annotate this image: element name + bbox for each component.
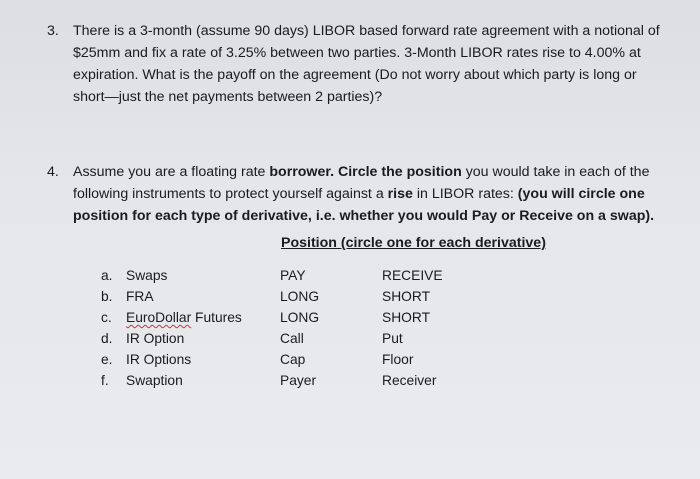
option-2: SHORT — [382, 310, 431, 325]
bold-text: (you will circle one — [517, 186, 645, 202]
option-2: RECEIVE — [382, 268, 443, 283]
text-line: There is a 3-month (assume 90 days) LIBOR based forward rate agreement with a notional of — [73, 23, 660, 39]
text-segment: in LIBOR rates: — [412, 186, 518, 202]
option-1: LONG — [280, 289, 320, 304]
option-2: Receiver — [382, 373, 437, 388]
text-line — [73, 205, 673, 227]
question-text — [73, 161, 673, 227]
position-header: Position (circle one for each derivative) — [281, 235, 546, 251]
option-1: PAY — [280, 268, 306, 283]
option-1: Payer — [280, 373, 317, 388]
item-name: Swaps — [126, 268, 168, 283]
item-letter: e. — [101, 352, 113, 367]
option-1: LONG — [280, 310, 320, 325]
item-name: IR Options — [126, 352, 192, 367]
option-2: Put — [382, 331, 403, 346]
item-name: IR Option — [126, 331, 185, 346]
option-2: Floor — [382, 352, 414, 367]
bold-text: rise — [387, 186, 413, 202]
option-1: Call — [280, 331, 304, 346]
question-number: 4. — [47, 164, 59, 180]
bold-text: Circle the position — [337, 164, 462, 180]
spellcheck-underlined-word: EuroDollar — [126, 310, 192, 325]
item-letter: c. — [101, 310, 112, 325]
item-letter: d. — [101, 331, 113, 346]
text-line — [73, 161, 673, 183]
text-line: expiration. What is the payoff on the agreement (Do not worry about which party is long or — [73, 67, 637, 83]
text-segment: following instruments to protect yourself against a — [73, 186, 388, 202]
bold-text: position for each type of derivative, i.e. whether you would Pay or Receive on a swap). — [73, 208, 655, 224]
bold-text: borrower. — [269, 164, 335, 180]
item-name: FRA — [126, 289, 154, 304]
option-2: SHORT — [382, 289, 431, 304]
item-letter: f. — [101, 373, 109, 388]
item-letter: b. — [101, 289, 113, 304]
item-name — [126, 310, 242, 325]
text-line: $25mm and fix a rate of 3.25% between two parties. 3-Month LIBOR rates rise to 4.00% at — [73, 45, 641, 61]
text-segment: Assume you are a floating rate — [73, 164, 270, 180]
text-line: short—just the net payments between 2 parties)? — [73, 89, 383, 105]
text-segment: Futures — [191, 310, 242, 325]
text-line — [73, 183, 673, 205]
question-number: 3. — [47, 23, 59, 39]
text-segment: you would take in each of the — [461, 164, 650, 180]
question-text — [73, 20, 673, 108]
option-1: Cap — [280, 352, 306, 367]
item-name: Swaption — [126, 373, 183, 388]
item-letter: a. — [101, 268, 113, 283]
